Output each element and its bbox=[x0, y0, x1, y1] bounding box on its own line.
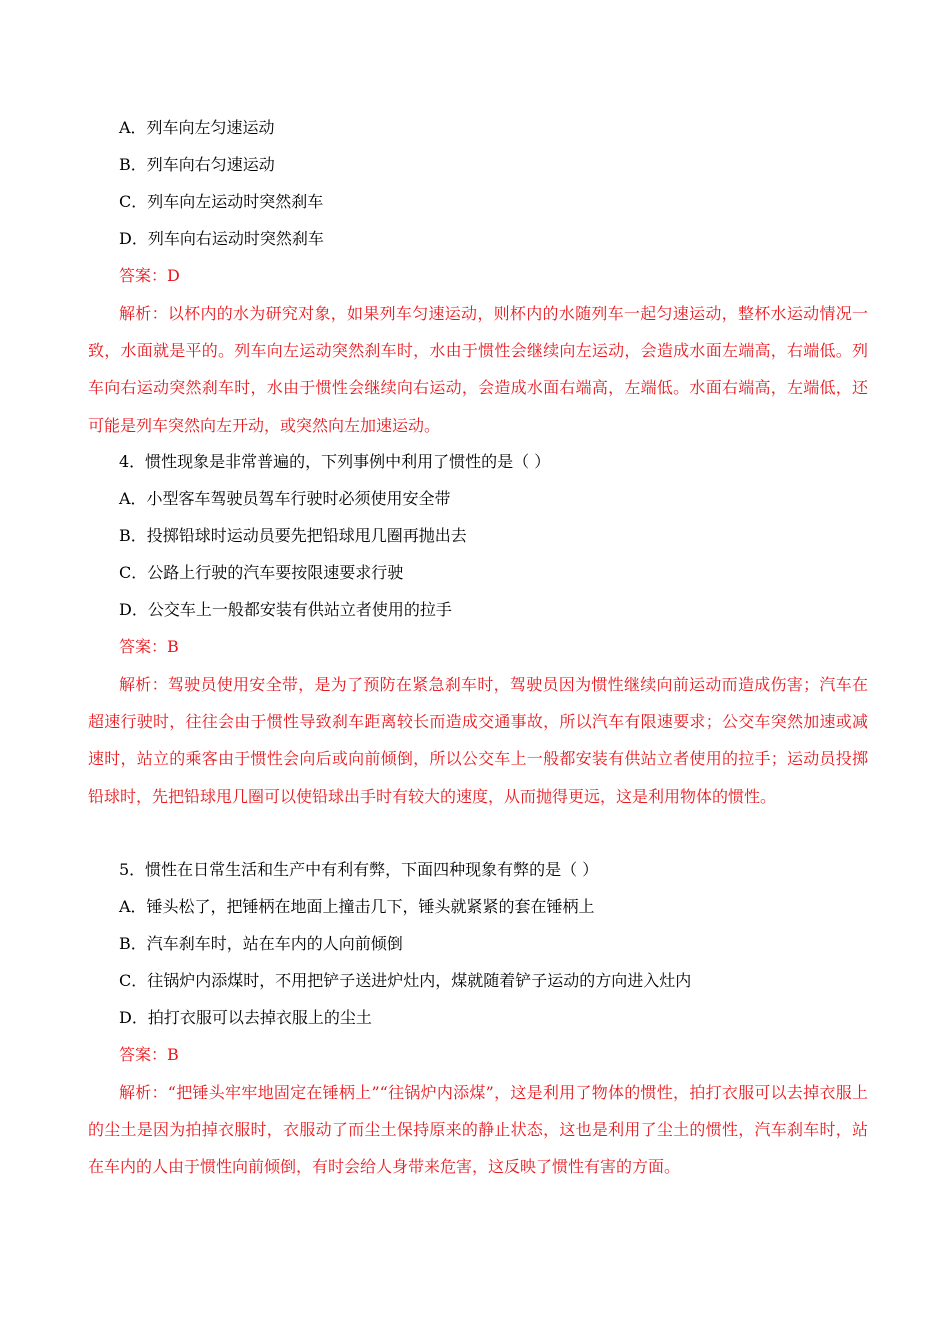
q4-option-c: C．公路上行驶的汽车要按限速要求行驶 bbox=[119, 563, 404, 582]
q5-stem: 5．惯性在日常生活和生产中有利有弊，下面四种现象有弊的是（ ） bbox=[119, 860, 599, 879]
q3-answer: 答案：D bbox=[119, 266, 180, 285]
q5-option-a: A．锤头松了，把锤柄在地面上撞击几下，锤头就紧紧的套在锤柄上 bbox=[119, 897, 595, 916]
q3-option-a: A．列车向左匀速运动 bbox=[119, 118, 275, 137]
q3-option-b: B．列车向右匀速运动 bbox=[119, 155, 275, 174]
q4-answer: 答案：B bbox=[119, 637, 179, 656]
q4-option-d: D．公交车上一般都安装有供站立者使用的拉手 bbox=[119, 600, 452, 619]
q5-option-b: B．汽车刹车时，站在车内的人向前倾倒 bbox=[119, 934, 403, 953]
q3-option-d: D．列车向右运动时突然刹车 bbox=[119, 229, 324, 248]
q5-option-d: D．拍打衣服可以去掉衣服上的尘土 bbox=[119, 1008, 372, 1027]
q5-answer: 答案：B bbox=[119, 1045, 179, 1064]
q3-option-c: C．列车向左运动时突然刹车 bbox=[119, 192, 324, 211]
q4-analysis: 解析：驾驶员使用安全带，是为了预防在紧急刹车时，驾驶员因为惯性继续向前运动而造成伤害；汽车在超速行驶时，往往会由于惯性导致刹车距离较长而造成交通事故，所以汽车有限速要求；公交车突然加速或减速时，站立的乘客由于惯性会向后或向前倾倒，所以公交车上一般都安装有供站立者使用的拉手；运动员投掷铅球时，先把铅球甩几圈可以使铅球出手时有较大的速度，从而抛得更远，这是利用物体的惯性。 bbox=[88, 675, 868, 806]
q3-analysis: 解析：以杯内的水为研究对象，如果列车匀速运动，则杯内的水随列车一起匀速运动，整杯水运动情况一致，水面就是平的。列车向左运动突然刹车时，水由于惯性会继续向左运动，会造成水面左端高，右端低。列车向右运动突然刹车时，水由于惯性会继续向右运动，会造成水面右端高，左端低。水面右端高，左端低，还可能是列车突然向左开动，或突然向左加速运动。 bbox=[88, 304, 868, 435]
q4-stem: 4．惯性现象是非常普遍的，下列事例中利用了惯性的是（ ） bbox=[119, 452, 551, 471]
q5-option-c: C．往锅炉内添煤时，不用把铲子送进炉灶内，煤就随着铲子运动的方向进入灶内 bbox=[119, 971, 692, 990]
q5-analysis: 解析：“把锤头牢牢地固定在锤柄上”“往锅炉内添煤”，这是利用了物体的惯性，拍打衣服可以去掉衣服上的尘土是因为拍掉衣服时，衣服动了而尘土保持原来的静止状态，这也是利用了尘土的惯性，汽车刹车时，站在车内的人由于惯性向前倾倒，有时会给人身带来危害，这反映了惯性有害的方面。 bbox=[88, 1083, 868, 1177]
q4-option-b: B．投掷铅球时运动员要先把铅球甩几圈再抛出去 bbox=[119, 526, 467, 545]
q4-option-a: A．小型客车驾驶员驾车行驶时必须使用安全带 bbox=[119, 489, 451, 508]
